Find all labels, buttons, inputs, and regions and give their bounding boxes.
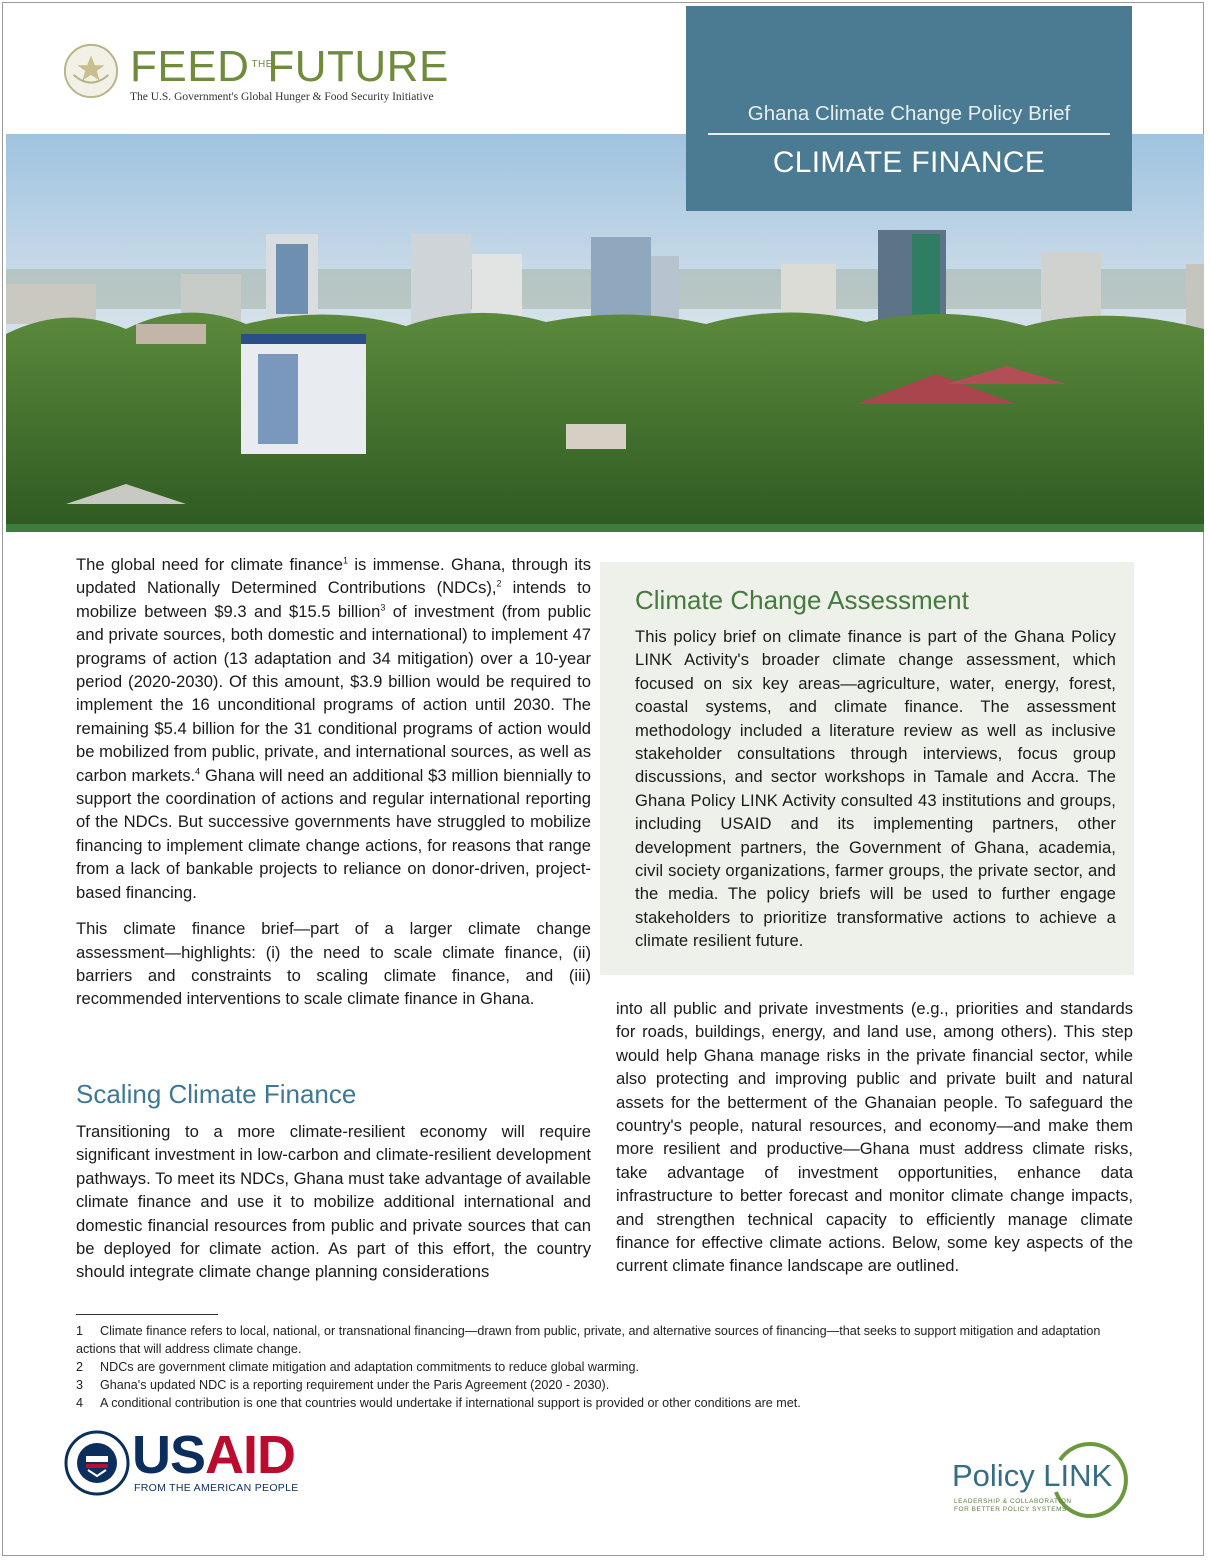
callout-heading: Climate Change Assessment [635, 585, 969, 615]
footnote-item: 3 Ghana's updated NDC is a reporting requirement under the Paris Agreement (2020 - 2030). [76, 1378, 610, 1392]
us-seal-icon [62, 42, 120, 100]
footnote-item: 2 NDCs are government climate mitigation and adaptation commitments to reduce global warming. [76, 1360, 639, 1374]
policy-link-wordmark: Policy LINK [952, 1458, 1113, 1493]
footnote-item: 1 Climate finance refers to local, national, or transnational financing—drawn from public, private, and alternative sources of financing—that seeks to support mitigation and adaptation actions that will address climate change. [76, 1324, 1101, 1356]
policy-link-logo [952, 1448, 1142, 1538]
summary-paragraph: This climate finance brief—part of a larger climate change assessment—highlights: (i) the need to scale climate finance, (ii) barriers and constraints to scaling climate finance, and (iii) recommended interventions to scale climate finance in Ghana. [76, 919, 591, 1009]
title-box [686, 6, 1132, 211]
title-divider [708, 133, 1110, 135]
climate-change-assessment-box [600, 562, 1134, 975]
policy-link-tagline-1: LEADERSHIP & COLLABORATION [954, 1498, 1072, 1505]
scaling-climate-finance-heading: Scaling Climate Finance [76, 1079, 357, 1109]
footnote-item: 4 A conditional contribution is one that countries would undertake if international support is provided or other conditions are met. [76, 1396, 801, 1410]
scaling-paragraph: Transitioning to a more climate-resilient economy will require significant investment in low-carbon and climate-resilient development pathways. To meet its NDCs, Ghana must take advantage of available climate finance and use it to mobilize additional international and domestic financial resources from public and private sources that can be deployed for climate action. As part of this effort, the country should integrate climate change planning considerations [76, 1122, 591, 1282]
policy-link-tagline-2: FOR BETTER POLICY SYSTEMS [954, 1506, 1067, 1513]
feed-the-future-logo [62, 40, 462, 110]
usaid-logo [64, 1425, 324, 1520]
footnotes [76, 1322, 1136, 1412]
callout-text: This policy brief on climate finance is part of the Ghana Policy LINK Activity's broader climate change assessment, which focused on six key areas—agriculture, water, energy, forest, coastal systems, and climate finance. The assessment methodology included a literature review as well as inclusive stakeholder consultations through interviews, focus group discussions, and sector workshops in Tamale and Accra. The Ghana Policy LINK Activity consulted 43 institutions and groups, including USAID and its implementing partners, other development partners, the Government of Ghana, academia, civil society organizations, farmer groups, the private sector, and the media. The policy briefs will be used to further engage stakeholders to prioritize transformative actions to achieve a climate resilient future. [635, 627, 1116, 951]
usaid-wordmark: USAID [132, 1425, 296, 1485]
continued-paragraph: into all public and private investments (e.g., priorities and standards for roads, buildings, energy, and land use, among others). This step would help Ghana manage risks in the private financial sector, while also protecting and improving public and private built and natural assets for the betterment of the Ghanaian people. To safeguard the country's people, natural resources, and economy—and make them more resilient and productive—Ghana must address climate risks, take advantage of investment opportunities, enhance data infrastructure to better forecast and monitor climate change impacts, and strengthen technical capacity to efficiently manage climate finance for effective climate actions. Below, some key aspects of the current climate finance landscape are outlined. [616, 999, 1133, 1276]
brief-series-label: Ghana Climate Change Policy Brief [747, 102, 1071, 125]
brief-title: CLIMATE FINANCE [772, 146, 1046, 179]
usaid-tagline: FROM THE AMERICAN PEOPLE [134, 1482, 299, 1494]
usaid-seal-icon [64, 1430, 130, 1496]
left-column [76, 553, 591, 1011]
green-divider-bar [6, 524, 1204, 532]
footnote-divider [76, 1314, 218, 1315]
logo-tagline: The U.S. Government's Global Hunger & Food Security Initiative [130, 91, 434, 103]
intro-paragraph: The global need for climate finance$^1$ is immense. Ghana, through its updated Nationally Determined Contributions (NDCs),$^2$ intends to mobilize between $9.3 and $15.5 billion$^3$ of investment (from public and private sources, both domestic and international) to implement 47 programs of action (13 adaptation and 34 mitigation) over a 10-year period (2020-2030). Of this amount, $3.9 billion would be required to implement the 16 unconditional programs of action until 2030. The remaining $5.4 billion for the 31 conditional programs of action would be mobilized from public, private, and international sources, as well as carbon markets.$^4$ Ghana will need an additional $3 million biennially to support the coordination of actions and regular international reporting of the NDCs. But successive governments have struggled to mobilize financing to implement climate change actions, for reasons that range from a lack of bankable projects to reliance on donor-driven, project-based financing. [76, 555, 592, 902]
feed-the-future-wordmark: FEED THEFUTURE [130, 42, 449, 91]
